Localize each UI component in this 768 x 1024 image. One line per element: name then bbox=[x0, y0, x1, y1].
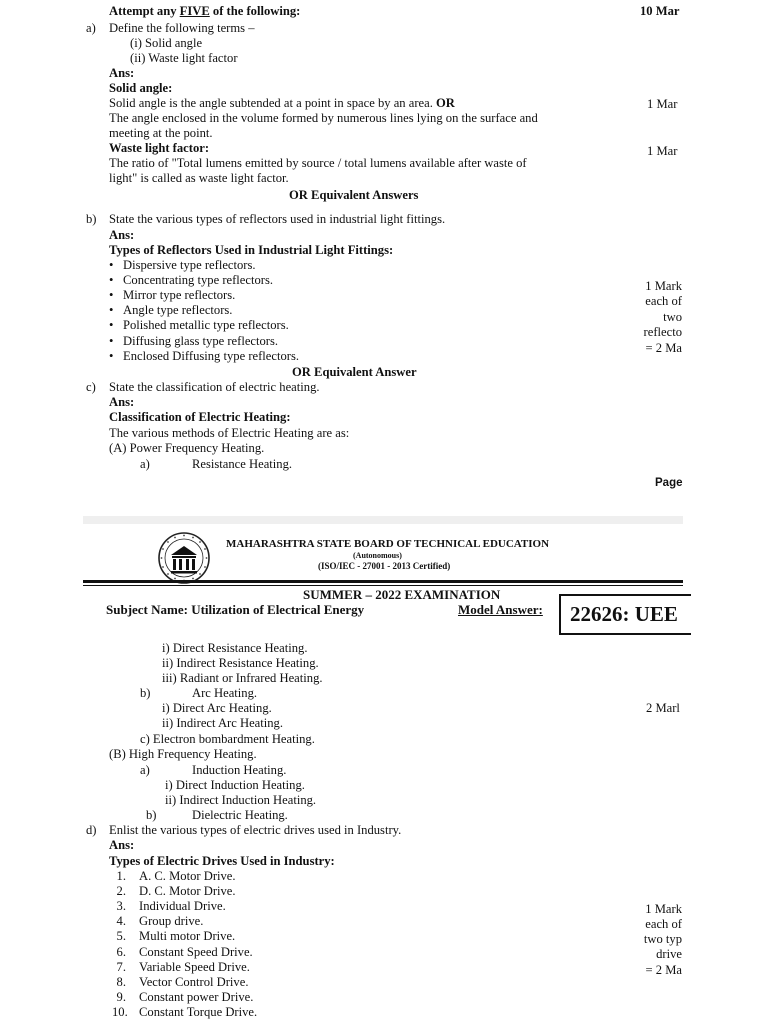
induction-heating: Induction Heating. bbox=[192, 763, 287, 777]
list-item: • Diffusing glass type reflectors. bbox=[123, 334, 278, 349]
list-number: 6. bbox=[116, 945, 126, 959]
resistance-item: iii) Radiant or Infrared Heating. bbox=[162, 671, 323, 685]
marks-note-d: two typ bbox=[643, 932, 682, 946]
certification-label: (ISO/IEC - 27001 - 2013 Certified) bbox=[318, 561, 451, 571]
list-item: Multi motor Drive. bbox=[139, 929, 236, 943]
list-item: Constant Torque Drive. bbox=[139, 1005, 258, 1019]
marks-note-b: = 2 Ma bbox=[645, 341, 682, 355]
header-rule-thick bbox=[83, 580, 683, 583]
list-number: 3. bbox=[116, 899, 126, 913]
question-label-d: d) bbox=[86, 823, 97, 837]
marks-note-b: each of bbox=[645, 294, 682, 308]
page-separator bbox=[83, 516, 683, 524]
list-number: 1. bbox=[116, 869, 126, 883]
exam-title: SUMMER – 2022 EXAMINATION bbox=[303, 587, 501, 602]
marks-note-b: two bbox=[663, 310, 682, 324]
list-item: • Enclosed Diffusing type reflectors. bbox=[123, 349, 299, 364]
induction-item: ii) Indirect Induction Heating. bbox=[165, 793, 317, 807]
drives-heading: Types of Electric Drives Used in Industry: bbox=[109, 854, 335, 868]
high-frequency-heating: (B) High Frequency Heating. bbox=[109, 747, 257, 761]
solid-angle-heading: Solid angle: bbox=[109, 81, 173, 95]
list-number: 2. bbox=[116, 884, 126, 898]
electron-heating: c) Electron bombardment Heating. bbox=[140, 732, 315, 746]
marks-note-d: = 2 Ma bbox=[645, 963, 682, 977]
list-item: • Polished metallic type reflectors. bbox=[123, 318, 289, 333]
list-item: Constant Speed Drive. bbox=[139, 945, 253, 959]
list-item: • Mirror type reflectors. bbox=[123, 288, 235, 303]
question-label-b: b) bbox=[86, 212, 97, 226]
board-name: MAHARASHTRA STATE BOARD OF TECHNICAL EDUCATION bbox=[226, 538, 550, 550]
list-item: Vector Control Drive. bbox=[139, 975, 249, 989]
solid-angle-alt-2: meeting at the point. bbox=[109, 126, 213, 140]
sub-label: b) bbox=[146, 808, 157, 822]
reflectors-heading: Types of Reflectors Used in Industrial Light Fittings: bbox=[109, 243, 394, 257]
ans-label-d: Ans: bbox=[109, 838, 135, 852]
solid-angle-def: Solid angle is the angle subtended at a point in space by an area. OR bbox=[109, 96, 455, 110]
model-answer-label: Model Answer: bbox=[458, 602, 543, 617]
solid-angle-alt-1: The angle enclosed in the volume formed by numerous lines lying on the surface and bbox=[109, 111, 538, 125]
marks-note-b: reflecto bbox=[643, 325, 682, 339]
list-item: Variable Speed Drive. bbox=[139, 960, 250, 974]
list-item: Group drive. bbox=[139, 914, 204, 928]
arc-item: ii) Indirect Arc Heating. bbox=[162, 716, 283, 730]
heating-intro: The various methods of Electric Heating are as: bbox=[109, 426, 350, 440]
marks-note-d: each of bbox=[645, 917, 682, 931]
msbte-logo-icon bbox=[157, 531, 211, 585]
subject-name: Subject Name: Utilization of Electrical Energy bbox=[106, 602, 365, 617]
sub-label: b) bbox=[140, 686, 151, 700]
list-item: Constant power Drive. bbox=[139, 990, 254, 1004]
question-label-c: c) bbox=[86, 380, 96, 394]
wlf-mark: 1 Mar bbox=[647, 144, 678, 158]
arc-item: i) Direct Arc Heating. bbox=[162, 701, 272, 715]
wlf-def-2: light" is called as waste light factor. bbox=[109, 171, 289, 185]
heating-heading: Classification of Electric Heating: bbox=[109, 410, 291, 424]
dielectric-heating: Dielectric Heating. bbox=[192, 808, 288, 822]
list-number: 5. bbox=[116, 929, 126, 943]
marks-note-d: 1 Mark bbox=[645, 902, 682, 916]
resistance-heating: Resistance Heating. bbox=[192, 457, 293, 471]
instruction: Attempt any FIVE of the following: bbox=[109, 4, 301, 18]
question-label-a: a) bbox=[86, 21, 96, 35]
question-d: Enlist the various types of electric drives used in Industry. bbox=[109, 823, 402, 837]
marks-note-b: 1 Mark bbox=[645, 279, 682, 293]
ans-label-c: Ans: bbox=[109, 395, 135, 409]
header-rule-thin bbox=[83, 585, 683, 586]
wlf-def-1: The ratio of "Total lumens emitted by source / total lumens available after waste of bbox=[109, 156, 527, 170]
autonomous-label: (Autonomous) bbox=[353, 551, 402, 560]
list-item: • Angle type reflectors. bbox=[123, 303, 232, 318]
page-label: Page bbox=[655, 477, 683, 489]
resistance-item: ii) Indirect Resistance Heating. bbox=[162, 656, 319, 670]
or-equivalent-a: OR Equivalent Answers bbox=[289, 188, 419, 202]
term-1: (i) Solid angle bbox=[130, 36, 203, 50]
marks-note-c: 2 Marl bbox=[646, 701, 680, 715]
subject-code-box bbox=[559, 594, 691, 635]
sub-label: a) bbox=[140, 457, 150, 471]
or-equivalent-b: OR Equivalent Answer bbox=[292, 365, 417, 379]
ans-label-a: Ans: bbox=[109, 66, 135, 80]
list-number: 4. bbox=[116, 914, 126, 928]
solid-angle-mark: 1 Mar bbox=[647, 97, 678, 111]
list-item: D. C. Motor Drive. bbox=[139, 884, 236, 898]
ans-label-b: Ans: bbox=[109, 228, 135, 242]
list-number: 8. bbox=[116, 975, 126, 989]
wlf-heading: Waste light factor: bbox=[109, 141, 210, 155]
total-marks: 10 Mar bbox=[640, 4, 680, 18]
list-item: • Dispersive type reflectors. bbox=[123, 258, 256, 273]
arc-heating: Arc Heating. bbox=[192, 686, 258, 700]
question-c: State the classification of electric heating. bbox=[109, 380, 320, 394]
power-frequency-heating: (A) Power Frequency Heating. bbox=[109, 441, 265, 455]
list-item: • Concentrating type reflectors. bbox=[123, 273, 273, 288]
marks-note-d: drive bbox=[656, 947, 682, 961]
list-item: A. C. Motor Drive. bbox=[139, 869, 236, 883]
question-a: Define the following terms – bbox=[109, 21, 255, 35]
list-number: 10. bbox=[112, 1005, 128, 1019]
list-number: 7. bbox=[116, 960, 126, 974]
resistance-item: i) Direct Resistance Heating. bbox=[162, 641, 308, 655]
term-2: (ii) Waste light factor bbox=[130, 51, 238, 65]
question-b: State the various types of reflectors used in industrial light fittings. bbox=[109, 212, 446, 226]
list-number: 9. bbox=[116, 990, 126, 1004]
induction-item: i) Direct Induction Heating. bbox=[165, 778, 305, 792]
list-item: Individual Drive. bbox=[139, 899, 226, 913]
subject-code: 22626: UEE bbox=[570, 602, 678, 626]
sub-label: a) bbox=[140, 763, 150, 777]
